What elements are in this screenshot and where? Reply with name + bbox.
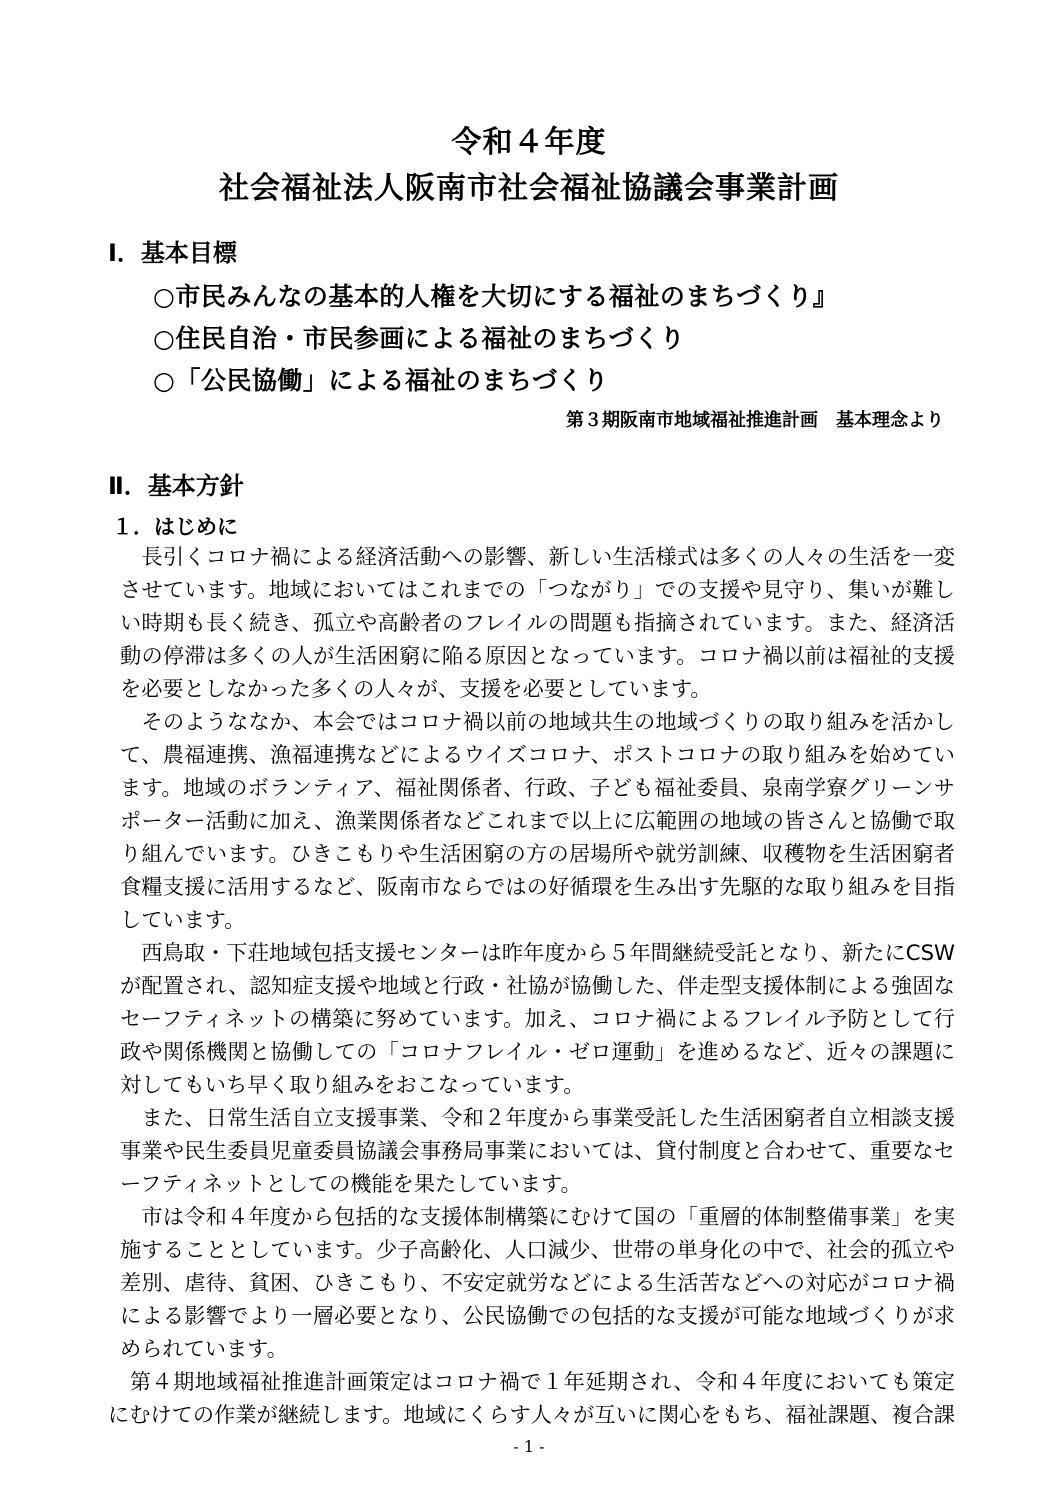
goal-item-2: ○住民自治・市民参画による福祉のまちづくり — [153, 324, 686, 353]
paragraph-line: 西鳥取・下荘地域包括支援センターは昨年度から５年間継続受託となり、新たにCSW — [120, 940, 955, 965]
paragraph-line: められています。 — [120, 1336, 288, 1361]
page-number: - 1 - — [513, 1437, 545, 1456]
paragraph-line: い時期も長く続き、孤立や高齢者のフレイルの問題も指摘されています。また、経済活 — [120, 610, 955, 635]
paragraph-line: させています。地域においてはこれまでの「つながり」での支援や見守り、集いが難し — [120, 577, 955, 602]
paragraph-line: 長引くコロナ禍による経済活動への影響、新しい生活様式は多くの人々の生活を一変 — [120, 544, 955, 569]
goal-item-1: ○市民みんなの基本的人権を大切にする福祉のまちづくり』 — [153, 282, 839, 311]
document-title-main: 社会福祉法人阪南市社会福祉協議会事業計画 — [219, 171, 839, 206]
paragraph-line: しています。 — [120, 907, 246, 932]
paragraph-line: 施することとしています。少子高齢化、人口減少、世帯の単身化の中で、社会的孤立や — [120, 1237, 955, 1262]
paragraph-line: また、日常生活自立支援事業、令和２年度から事業受託した生活困窮者自立相談支援 — [120, 1105, 955, 1130]
paragraph-line: そのようななか、本会ではコロナ禍以前の地域共生の地域づくりの取り組みを活かし — [120, 709, 955, 734]
paragraph-line: ーフティネットとしての機能を果たしています。 — [120, 1171, 582, 1196]
paragraph-line: て、農福連携、漁福連携などによるウイズコロナ、ポストコロナの取り組みを始めてい — [120, 742, 955, 767]
paragraph-line: にむけての作業が継続します。地域にくらす人々が互いに関心をもち、福祉課題、複合課 — [108, 1402, 955, 1427]
goals-source-note: 第３期阪南市地域福祉推進計画 基本理念より — [566, 410, 944, 431]
paragraph-line: 市は令和４年度から包括的な支援体制構築にむけて国の「重層的体制整備事業」を実 — [120, 1204, 955, 1229]
subsection-heading-introduction: １．はじめに — [112, 515, 238, 539]
section-heading-basic-policy: Ⅱ．基本方針 — [108, 472, 244, 500]
paragraph-line: 対してもいち早く取り組みをおこなっています。 — [120, 1072, 585, 1097]
paragraph-line: 政や関係機関と協働しての「コロナフレイル・ゼロ運動」を進めるなど、近々の課題に — [120, 1039, 955, 1064]
paragraph-line: 動の停滞は多くの人が生活困窮に陥る原因となっています。コロナ禍以前は福祉的支援 — [120, 643, 955, 668]
paragraph-line: を必要としなかった多くの人々が、支援を必要としています。 — [120, 676, 712, 701]
paragraph-line: 食糧支援に活用するなど、阪南市ならではの好循環を生み出す先駆的な取り組みを目指 — [120, 874, 955, 899]
paragraph-line: 事業や民生委員児童委員協議会事務局事業においては、貸付制度と合わせて、重要なセ — [120, 1138, 955, 1163]
goal-item-3: ○「公民協働」による福祉のまちづくり — [153, 366, 609, 395]
paragraph-line: が配置され、認知症支援や地域と行政・社協が協働した、伴走型支援体制による強固な — [120, 973, 955, 998]
paragraph-line: り組んでいます。ひきこもりや生活困窮の方の居場所や就労訓練、収穫物を生活困窮者 — [120, 841, 955, 866]
document-title-year: 令和４年度 — [451, 125, 607, 160]
paragraph-line: ます。地域のボランティア、福祉関係者、行政、子ども福祉委員、泉南学寮グリーンサ — [120, 775, 955, 800]
paragraph-line: ポーター活動に加え、漁業関係者などこれまで以上に広範囲の地域の皆さんと協働で取 — [120, 808, 955, 833]
paragraph-line: セーフティネットの構築に努めています。加え、コロナ禍によるフレイル予防として行 — [120, 1006, 955, 1031]
section-heading-basic-goals: Ⅰ．基本目標 — [108, 239, 237, 267]
paragraph-line: 第４期地域福祉推進計画策定はコロナ禍で１年延期され、令和４年度においても策定 — [108, 1369, 955, 1394]
paragraph-line: 差別、虐待、貧困、ひきこもり、不安定就労などによる生活苦などへの対応がコロナ禍 — [120, 1270, 955, 1295]
paragraph-line: による影響でより一層必要となり、公民協働での包括的な支援が可能な地域づくりが求 — [120, 1303, 955, 1328]
